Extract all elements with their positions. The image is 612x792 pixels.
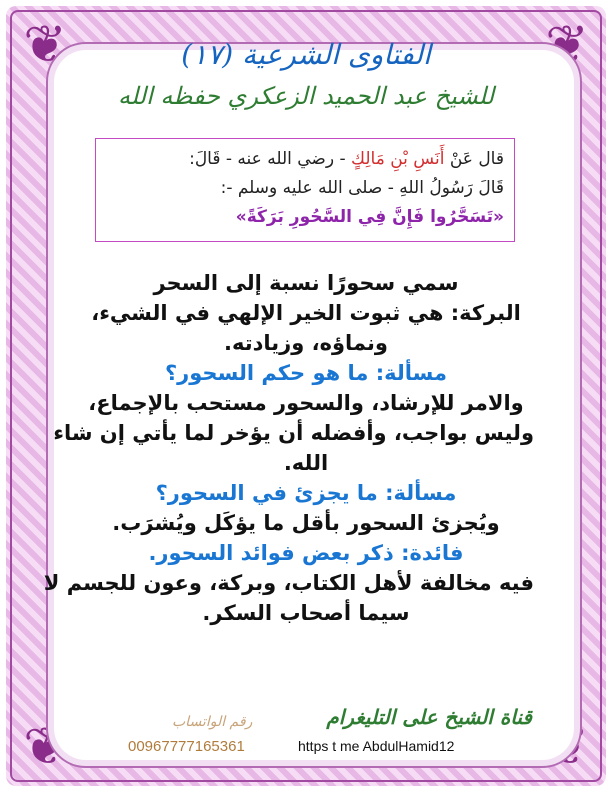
paragraph-line: البركة: هي ثبوت الخير الإلهي في الشيء، xyxy=(91,301,521,325)
paragraph-line: فيه مخالفة لأهل الكتاب، وبركة، وعون للجسم لا xyxy=(43,571,534,595)
question-heading: مسألة: ما هو حكم السحور؟ xyxy=(165,361,447,385)
corner-ornament-icon: ❦ xyxy=(23,15,67,75)
paragraph-line: ونماؤه، وزيادته. xyxy=(224,331,388,355)
body-text xyxy=(43,268,534,628)
hadith-text: «تَسَحَّرُوا فَإِنَّ فِي السَّحُورِ بَرَكَةً» xyxy=(235,207,504,227)
corner-ornament-icon: ❦ xyxy=(23,717,67,777)
paragraph-line: سمي سحورًا نسبة إلى السحر xyxy=(153,271,459,295)
hadith-box xyxy=(95,138,515,242)
benefit-heading: فائدة: ذكر بعض فوائد السحور. xyxy=(148,541,464,565)
paragraph-line: وليس بواجب، وأفضله أن يؤخر لما يأتي إن شاء xyxy=(53,421,534,445)
page-title: الفتاوى الشرعية (١٧) xyxy=(181,38,431,71)
whatsapp-number: 00967777165361 xyxy=(128,738,245,755)
narrator-name: أَنَسِ بْنِ مَالِكٍ xyxy=(351,149,445,169)
corner-ornament-icon: ❦ xyxy=(545,717,589,777)
hadith-line-2: قَالَ رَسُولُ اللهِ - صلى الله عليه وسلم -: xyxy=(220,178,504,198)
telegram-channel-label: قناة الشيخ على التليغرام xyxy=(326,705,532,729)
paragraph-line: الله. xyxy=(283,451,329,475)
corner-ornament-icon: ❦ xyxy=(545,15,589,75)
hadith-line-1: قال عَنْ أَنَسِ بْنِ مَالِكٍ - رضي الله عنه - قَالَ: xyxy=(189,149,504,169)
telegram-link[interactable]: https t me AbdulHamid12 xyxy=(298,738,455,754)
paragraph-line: ويُجزئ السحور بأقل ما يؤكَل ويُشرَب. xyxy=(112,511,500,535)
paragraph-line: سيما أصحاب السكر. xyxy=(202,601,410,625)
question-heading: مسألة: ما يجزئ في السحور؟ xyxy=(155,481,457,505)
whatsapp-label: رقم الواتساب xyxy=(172,714,253,730)
paragraph-line: والامر للإرشاد، والسحور مستحب بالإجماع، xyxy=(88,391,524,415)
page-subtitle: للشيخ عبد الحميد الزعكري حفظه الله xyxy=(117,82,495,110)
